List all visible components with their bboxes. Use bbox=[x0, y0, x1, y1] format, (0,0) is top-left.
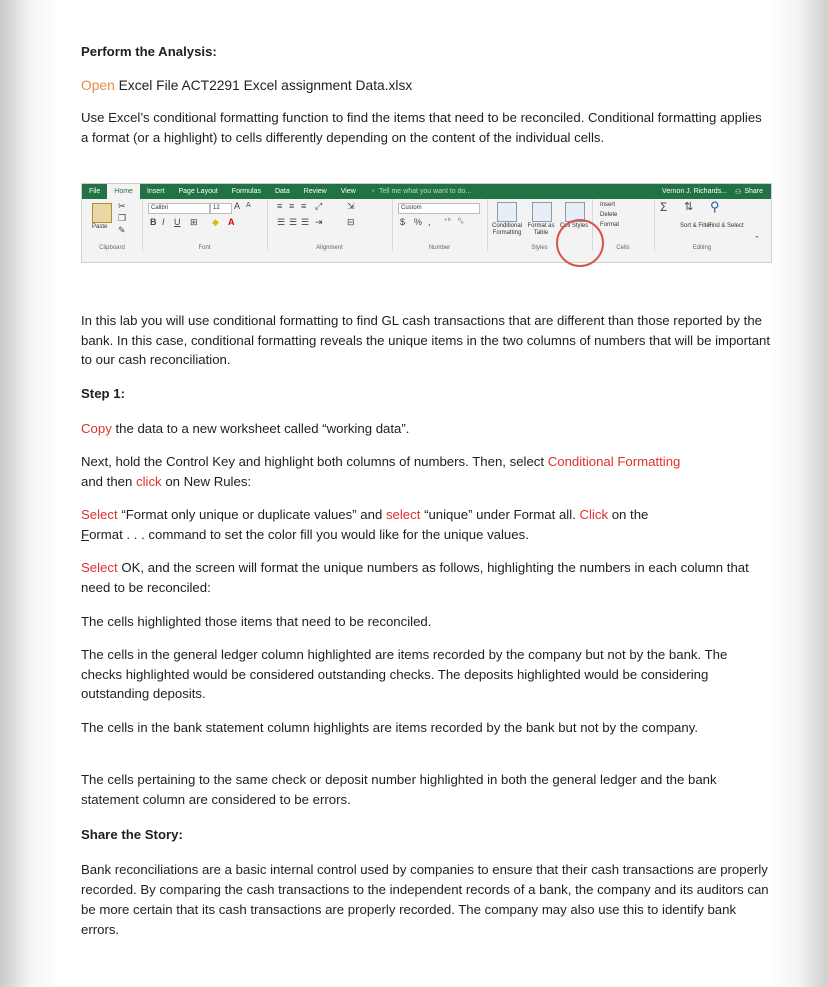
merge-center-icon[interactable]: ⊟ bbox=[347, 217, 355, 227]
fill-color-icon[interactable]: ◆ bbox=[212, 217, 219, 227]
next-text-c: on New Rules: bbox=[161, 473, 252, 489]
bold-icon[interactable]: B bbox=[150, 217, 157, 227]
open-link[interactable]: Open bbox=[81, 78, 115, 93]
decrease-decimal-icon[interactable]: ⁰₀ bbox=[458, 218, 464, 225]
general-ledger-paragraph: The cells in the general ledger column highlighted are items recorded by the company but not by the bank. The checks highlighted would be considered outstanding checks. The deposits highlighted would be considering outstanding deposits. bbox=[81, 647, 728, 701]
next-text-b: and then bbox=[81, 473, 136, 489]
share-button[interactable]: Share bbox=[744, 188, 763, 195]
select-instruction bbox=[81, 505, 771, 544]
wrap-text-icon[interactable]: ⇲ bbox=[347, 201, 355, 211]
number-label: Number bbox=[428, 245, 451, 251]
select-text-c: on the bbox=[608, 507, 649, 522]
open-file-line bbox=[81, 76, 771, 96]
tab-page-layout[interactable]: Page Layout bbox=[178, 188, 218, 195]
italic-icon[interactable]: I bbox=[162, 217, 165, 227]
alignment-label: Alignment bbox=[316, 245, 343, 251]
copy-instruction bbox=[81, 419, 771, 439]
orientation-icon[interactable]: ⤢ bbox=[315, 201, 323, 211]
font-name-select[interactable]: Calibri bbox=[148, 203, 210, 214]
align-bottom-icon[interactable]: ≡ bbox=[301, 201, 307, 211]
copy-icon[interactable]: ❐ bbox=[118, 213, 127, 223]
collapse-ribbon-icon[interactable]: ⌃ bbox=[754, 236, 760, 243]
open-file-text: Excel File ACT2291 Excel assignment Data.xlsx bbox=[114, 78, 413, 93]
tab-view[interactable]: View bbox=[340, 188, 356, 195]
paste-icon[interactable] bbox=[92, 203, 112, 223]
analysis-heading: Perform the Analysis: bbox=[81, 44, 217, 59]
align-top-icon[interactable]: ≡ bbox=[277, 201, 283, 211]
lab-intro-paragraph: In this lab you will use conditional formatting to find GL cash transactions that are different than those reported by the bank. In this case, conditional formatting reveals the unique items in the two columns of numbers that will be important to our cash reconciliation. bbox=[81, 313, 771, 367]
format-as-table-icon[interactable] bbox=[532, 202, 552, 222]
find-select-label[interactable]: Find & Select bbox=[708, 223, 744, 229]
select-link-2[interactable]: select bbox=[385, 507, 421, 522]
sort-filter-icon[interactable]: ⇅ bbox=[684, 201, 694, 213]
insert-cells[interactable]: Insert bbox=[600, 202, 616, 208]
tab-file[interactable]: File bbox=[89, 188, 101, 195]
sort-filter-label[interactable]: Sort & Filter bbox=[680, 223, 712, 229]
tab-data[interactable]: Data bbox=[274, 188, 290, 195]
select-link-1[interactable]: Select bbox=[81, 507, 118, 522]
cell-styles-label[interactable]: Cell Styles bbox=[559, 223, 589, 229]
click-link[interactable]: click bbox=[136, 473, 162, 489]
font-size-select[interactable]: 12 bbox=[210, 203, 232, 214]
alignment-group bbox=[267, 199, 393, 251]
editing-label: Editing bbox=[692, 245, 712, 251]
tab-home[interactable]: Home bbox=[107, 184, 140, 199]
excel-ribbon bbox=[81, 183, 772, 263]
paste-label: Paste bbox=[92, 224, 108, 230]
increase-decimal-icon[interactable]: ⁺⁰ bbox=[444, 218, 451, 225]
clipboard-label: Clipboard bbox=[99, 245, 125, 251]
format-text: ormat . . . command to set the color fill you would like for the unique values. bbox=[89, 526, 529, 542]
ok-instruction bbox=[81, 558, 771, 597]
conditional-formatting-link[interactable]: Conditional Formatting bbox=[547, 454, 681, 469]
ribbon-tab-bar bbox=[82, 184, 771, 199]
underline-icon[interactable]: U bbox=[174, 217, 181, 227]
conditional-formatting-highlight-circle bbox=[556, 219, 604, 267]
cells-label: Cells bbox=[616, 245, 630, 251]
delete-cells[interactable]: Delete bbox=[600, 212, 618, 218]
tab-review[interactable]: Review bbox=[303, 188, 327, 195]
ribbon-tools bbox=[82, 199, 771, 251]
user-account[interactable]: Vernon J. Richards... bbox=[662, 188, 728, 195]
errors-paragraph: The cells pertaining to the same check or deposit number highlighted in both the general ledger and the bank statement column are considered to be errors. bbox=[81, 772, 717, 807]
tab-formulas[interactable]: Formulas bbox=[231, 188, 261, 195]
share-story-paragraph: Bank reconciliations are a basic internal control used by companies to ensure that their cash transactions are properly recorded. By comparing the cash transactions to the independent records of a bank, the company and its auditors can be more certain that its cash transactions are properly recorded. The company may also use this to identify bank errors. bbox=[81, 862, 769, 937]
next-text-a: Next, hold the Control Key and highlight both columns of numbers. Then, select bbox=[81, 454, 548, 469]
tab-insert[interactable]: Insert bbox=[146, 188, 165, 195]
tell-me-box[interactable]: Tell me what you want to do... bbox=[379, 188, 472, 195]
format-painter-icon[interactable]: ✎ bbox=[118, 225, 126, 235]
cells-highlighted-paragraph: The cells highlighted those items that need to be reconciled. bbox=[81, 614, 432, 629]
indent-icon[interactable]: ⇥ bbox=[315, 217, 323, 227]
bank-statement-paragraph: The cells in the bank statement column highlights are items recorded by the bank but not by the company. bbox=[81, 720, 698, 735]
select-text-a: “Format only unique or duplicate values” and bbox=[117, 507, 386, 522]
styles-label: Styles bbox=[531, 245, 548, 251]
format-accelerator: F bbox=[81, 526, 90, 542]
cut-icon[interactable]: ✂ bbox=[118, 201, 126, 211]
search-icon[interactable]: ⚲ bbox=[710, 199, 720, 214]
comma-icon[interactable]: , bbox=[428, 217, 431, 227]
number-format-select[interactable]: Custom bbox=[398, 203, 480, 214]
intro-paragraph: Use Excel’s conditional formatting function to find the items that need to be reconciled. Conditional formatting applies a format (or a highlight) to cells differently depending on the content of the individual cells. bbox=[81, 110, 762, 145]
align-center-icon[interactable]: ☰ bbox=[289, 217, 298, 227]
align-middle-icon[interactable]: ≡ bbox=[289, 201, 295, 211]
align-left-icon[interactable]: ☰ bbox=[277, 217, 286, 227]
click-link-2[interactable]: Click bbox=[579, 507, 609, 522]
share-icon: ⚇ bbox=[735, 188, 742, 196]
copy-link[interactable]: Copy bbox=[81, 421, 112, 436]
number-group bbox=[392, 199, 488, 251]
format-as-table-label[interactable]: Format as Table bbox=[527, 223, 555, 236]
shrink-font-icon[interactable]: A bbox=[246, 202, 251, 209]
format-cells[interactable]: Format bbox=[600, 222, 620, 228]
share-story-heading: Share the Story: bbox=[81, 827, 183, 842]
grow-font-icon[interactable]: A bbox=[234, 201, 241, 211]
borders-icon[interactable]: ⊞ bbox=[190, 217, 198, 227]
step1-heading: Step 1: bbox=[81, 386, 125, 401]
font-label: Font bbox=[198, 245, 211, 251]
font-group bbox=[142, 199, 268, 251]
clipboard-group bbox=[82, 199, 143, 251]
font-color-icon[interactable]: A bbox=[228, 217, 235, 227]
next-instruction bbox=[81, 452, 771, 491]
conditional-formatting-label[interactable]: Conditional Formatting bbox=[491, 223, 523, 236]
lightbulb-icon: ♀ bbox=[370, 188, 377, 195]
align-right-icon[interactable]: ☰ bbox=[301, 217, 310, 227]
copy-instruction-text: the data to a new worksheet called “working data”. bbox=[111, 421, 410, 436]
currency-icon[interactable]: $ bbox=[400, 217, 406, 227]
select-text-b: “unique” under Format all. bbox=[420, 507, 580, 522]
select-link-3[interactable]: Select bbox=[81, 560, 118, 575]
autosum-icon[interactable]: Σ bbox=[660, 200, 668, 214]
percent-icon[interactable]: % bbox=[414, 217, 423, 227]
ok-text: OK, and the screen will format the unique numbers as follows, highlighting the numbers in each column that need to be reconciled: bbox=[81, 560, 749, 595]
editing-group bbox=[654, 199, 770, 251]
conditional-formatting-icon[interactable] bbox=[497, 202, 517, 222]
